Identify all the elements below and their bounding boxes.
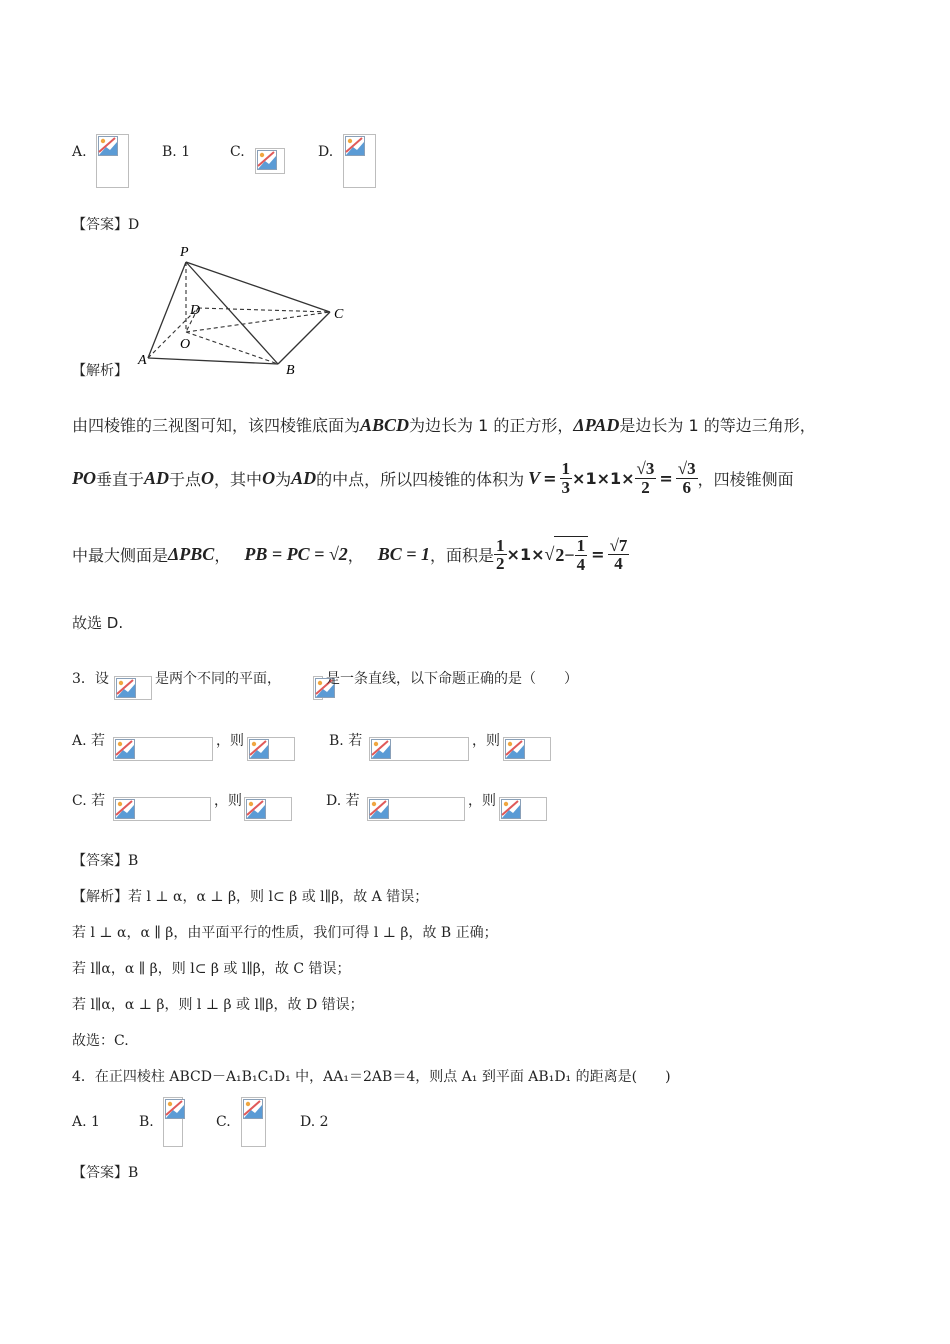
- q4-option-b-image: [163, 1097, 183, 1147]
- label-a: A: [138, 353, 147, 368]
- label-b: B: [286, 363, 295, 378]
- q3-answer: 【答案】B: [72, 853, 139, 869]
- q4-option-b: B.: [139, 1114, 154, 1130]
- q3-line-image: [313, 676, 323, 700]
- fraction-sqrt3-over-2: $\frac{√3}{2}$: [636, 459, 655, 497]
- q2-option-c-image: [255, 148, 285, 174]
- q3-planes-image: [114, 676, 152, 700]
- q3-option-d-then: ，则: [468, 793, 496, 809]
- q3-analysis-line: 故选：C.: [72, 1033, 129, 1049]
- q3-analysis-line: 【解析】若 l ⊥ α，α ⊥ β，则 l⊂ β 或 l∥β，故 A 错误；: [72, 889, 429, 905]
- q2-analysis-line2: PO 垂直于 AD 于点 O ，其中 O 为 AD 的中点，所以四棱锥的体积为 V = $\frac{1}{3}$ ×1×1× $\frac{√3}{2}$ = $\frac{√3}{6}$ ，四棱锥侧面: [72, 459, 794, 497]
- q3-option-c-label: C. 若: [72, 793, 106, 809]
- q3-option-d-label: D. 若: [326, 793, 360, 809]
- label-c: C: [334, 307, 344, 322]
- label-p: P: [180, 245, 189, 260]
- q4-option-a: A. 1: [72, 1114, 100, 1130]
- q3-option-a-label: A. 若: [72, 733, 106, 749]
- q3-option-a-then: ，则: [216, 733, 244, 749]
- q2-answer: 【答案】D: [72, 217, 140, 233]
- q2-option-d-image: [343, 134, 376, 188]
- pyramid-figure: [130, 236, 360, 381]
- q3-option-a-result-image: [247, 737, 295, 761]
- q3-option-c-result-image: [244, 797, 292, 821]
- q3-stem-mid: 是两个不同的平面，: [155, 671, 281, 687]
- q3-option-b-condition-image: [369, 737, 469, 761]
- fraction-sqrt7-over-4: $\frac{√7}{4}$: [609, 535, 628, 574]
- q4-option-c: C.: [216, 1114, 231, 1130]
- fraction-sqrt3-over-6: $\frac{√3}{6}$: [677, 459, 696, 497]
- q2-option-b: B. 1: [162, 144, 191, 160]
- q3-option-b-label: B. 若: [329, 733, 363, 749]
- q2-analysis-line3: 中最大侧面是 ΔPBC ， PB = PC = √2 ， BC = 1 ，面积是 $\frac{1}{2}$ ×1× √ 2− $\frac{1}{4}$ = $\frac{√7}{4}$: [72, 535, 628, 574]
- q2-option-c: C.: [230, 144, 245, 160]
- q3-analysis-line: 若 l ⊥ α，α ∥ β，由平面平行的性质，我们可得 l ⊥ β，故 B 正确；: [72, 925, 498, 941]
- q2-option-a: A.: [72, 144, 87, 160]
- q4-option-c-image: [241, 1097, 266, 1147]
- q2-analysis-line1: 由四棱锥的三视图可知，该四棱锥底面为ABCD为边长为 1 的正方形，ΔPAD是边长为 1 的等边三角形，: [72, 415, 816, 435]
- q4-stem: 4．在正四棱柱 ABCD－A₁B₁C₁D₁ 中，AA₁＝2AB＝4，则点 A₁ 到平面 AB₁D₁ 的距离是( ): [72, 1069, 671, 1085]
- q3-option-c-then: ，则: [214, 793, 242, 809]
- q3-option-c-condition-image: [113, 797, 211, 821]
- q4-option-d: D. 2: [300, 1114, 329, 1130]
- fraction-one-third: $\frac{1}{3}$: [561, 459, 571, 497]
- q3-option-a-condition-image: [113, 737, 213, 761]
- q3-option-d-result-image: [499, 797, 547, 821]
- label-o: O: [180, 337, 191, 352]
- q3-stem-end: 是一条直线，以下命题正确的是（ ）: [326, 671, 578, 687]
- q3-option-d-condition-image: [367, 797, 465, 821]
- q2-option-d: D.: [318, 144, 334, 160]
- q2-analysis-label: 【解析】: [72, 363, 128, 379]
- q2-conclusion: 故选 D.: [72, 614, 124, 632]
- q3-analysis-line: 若 l∥α，α ∥ β，则 l⊂ β 或 l∥β，故 C 错误；: [72, 961, 351, 977]
- q3-analysis-line: 若 l∥α，α ⊥ β，则 l ⊥ β 或 l∥β，故 D 错误；: [72, 997, 364, 1013]
- q3-option-b-then: ，则: [472, 733, 500, 749]
- label-d: D: [190, 303, 201, 318]
- q2-option-a-image: [96, 134, 129, 188]
- q3-stem-number: 3．设: [72, 671, 109, 687]
- q3-option-b-result-image: [503, 737, 551, 761]
- fraction-one-half: $\frac{1}{2}$: [496, 535, 505, 574]
- q4-answer: 【答案】B: [72, 1165, 139, 1181]
